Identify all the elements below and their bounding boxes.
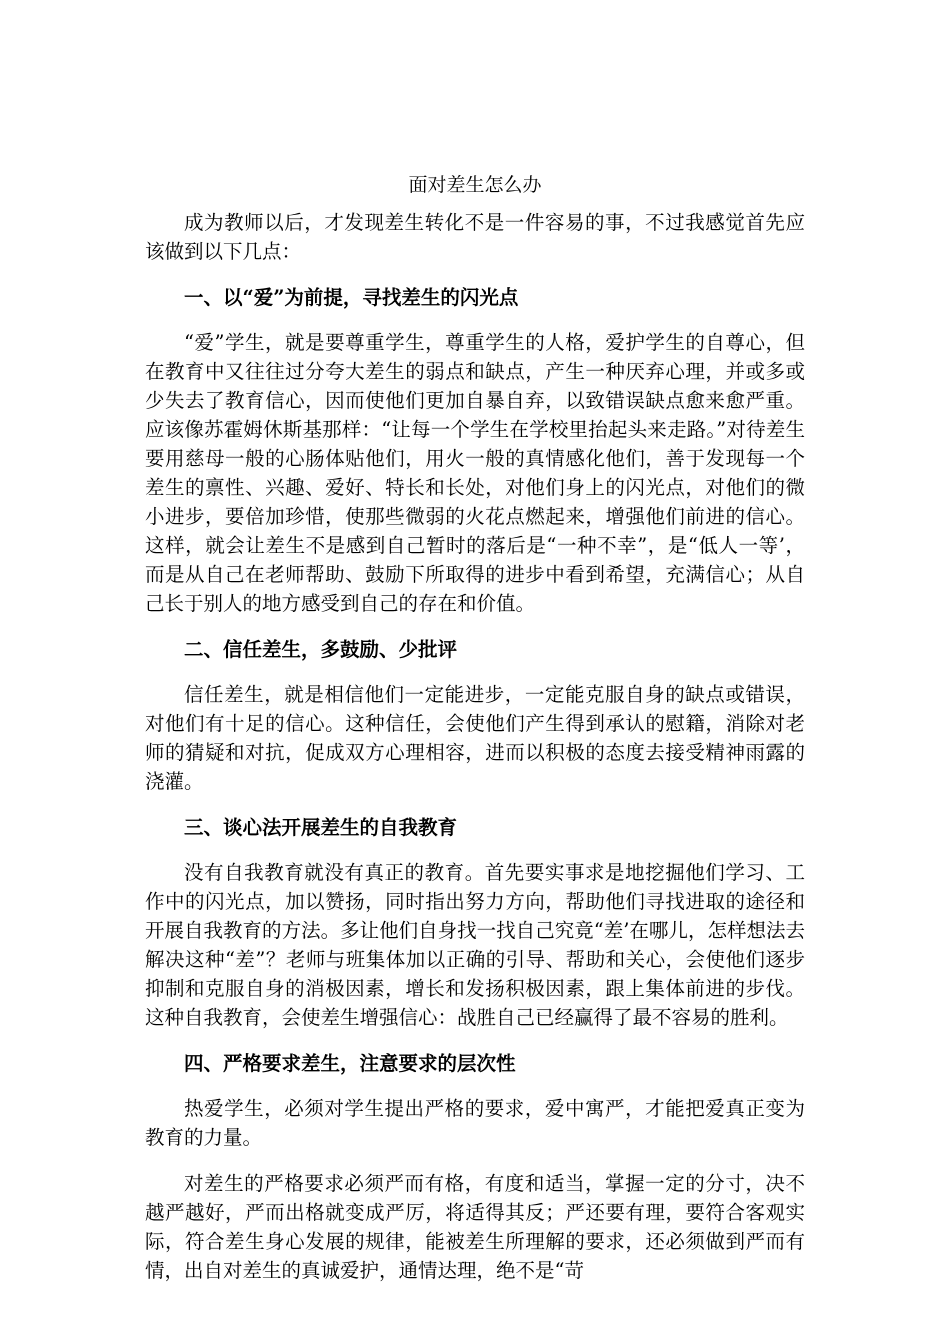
section-3-heading: 三、谈心法开展差生的自我教育 [184, 816, 458, 839]
section-1-paragraph-1: “爱”学生，就是要尊重学生，尊重学生的人格，爱护学生的自尊心，但在教育中又往往过分夸大差生的弱点和缺点，产生一种厌弃心理，并或多或少失去了教育信心，因而使他们更加自暴自弃，以致错误缺点愈来愈严重。应该像苏霍姆休斯基那样：“让每一个学生在学校里抬起头来走路。”对待差生要用慈母一般的心肠体贴他们，用火一般的真情感化他们，善于发现每一个差生的禀性、兴趣、爱好、特长和长处，对他们身上的闪光点，对他们的微小进步，要倍加珍惜，使那些微弱的火花点燃起来，增强他们前进的信心。这样，就会让差生不是感到自己暂时的落后是“一种不幸”，是“低人一等’，而是从自己在老师帮助、鼓励下所取得的进步中看到希望，充满信心；从自己长于别人的地方感受到自己的存在和价值。 [145, 331, 805, 615]
section-1-heading: 一、以“爱”为前提，寻找差生的闪光点 [184, 286, 519, 309]
section-3-paragraph-1: 没有自我教育就没有真正的教育。首先要实事求是地挖掘他们学习、工作中的闪光点，加以赞扬，同时指出努力方向，帮助他们寻找进取的途径和开展自我教育的方法。多让他们自身找一找自己究竟“差’在哪儿，怎样想法去解决这种“差”？老师与班集体加以正确的引导、帮助和关心，会使他们逐步抑制和克服自身的消极因素，增长和发扬积极因素，跟上集体前进的步伐。这种自我教育，会使差生增强信心：战胜自己已经赢得了最不容易的胜利。 [145, 861, 805, 1029]
section-4-paragraph-2: 对差生的严格要求必须严而有格，有度和适当，掌握一定的分寸，决不越严越好，严而出格就变成严厉，将适得其反；严还要有理，要符合客观实际，符合差生身心发展的规律，能被差生所理解的要求，还必须做到严而有情，出自对差生的真诚爱护，通情达理，绝不是“苛 [145, 1172, 805, 1282]
section-2-heading: 二、信任差生，多鼓励、少批评 [184, 638, 458, 661]
section-4-heading: 四、严格要求差生，注意要求的层次性 [184, 1052, 516, 1075]
intro-paragraph: 成为教师以后，才发现差生转化不是一件容易的事，不过我感觉首先应该做到以下几点： [145, 211, 805, 263]
document-page [145, 168, 805, 1302]
section-4-paragraph-1: 热爱学生，必须对学生提出严格的要求，爱中寓严，才能把爱真正变为教育的力量。 [145, 1097, 805, 1149]
section-2-paragraph-1: 信任差生，就是相信他们一定能进步，一定能克服自身的缺点或错误，对他们有十足的信心。这种信任，会使他们产生得到承认的慰籍，消除对老师的猜疑和对抗，促成双方心理相容，进而以积极的态度去接受精神雨露的浇灌。 [145, 683, 805, 793]
document-title: 面对差生怎么办 [408, 174, 542, 196]
